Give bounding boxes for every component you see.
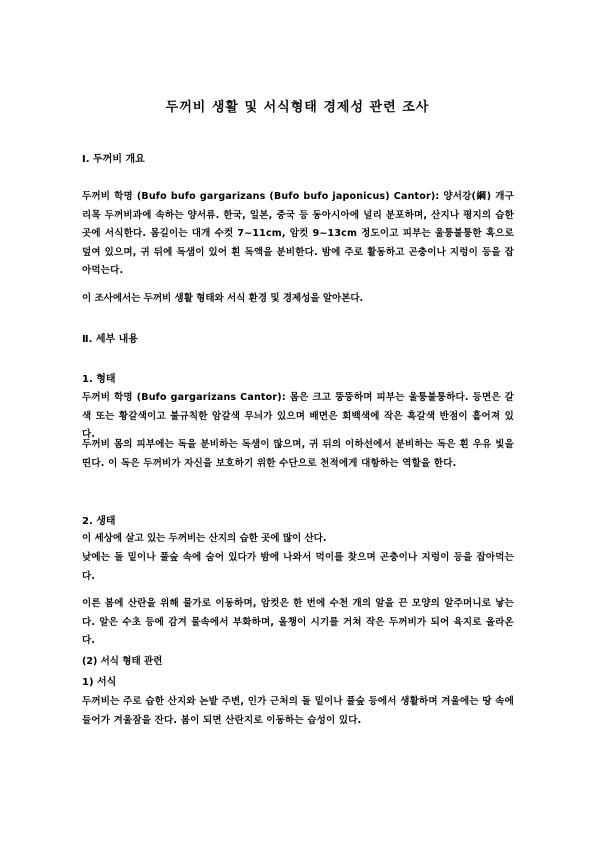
paragraph: 이른 봄에 산란을 위해 물가로 이동하며, 암컷은 한 번에 수천 개의 알을 끈 모양의 알주머니로 낳는다. 알은 수초 등에 감겨 물속에서 부화하며, 올챙이 시기를 거쳐 작은 두꺼비가 되어 육지로 올라온다.: [82, 598, 514, 646]
paragraph: 두꺼비는 주로 습한 산지와 논밭 주변, 인가 근처의 돌 밑이나 풀숲 등에서 생활하며 겨울에는 땅 속에 들어가 겨울잠을 잔다. 봄이 되면 산란지로 이동하는 습성이 있다.: [82, 696, 514, 726]
paragraph: 이 세상에 살고 있는 두꺼비는 산지의 습한 곳에 많이 산다.: [82, 533, 327, 544]
paragraph: (2) 서식 형태 관련: [82, 656, 163, 667]
subsection-heading: 1) 서식: [82, 677, 117, 688]
paragraph: 두꺼비 몸의 피부에는 독을 분비하는 독샘이 많으며, 귀 뒤의 이하선에서 분비하는 독은 흰 우유 빛을 띤다. 이 독은 두꺼비가 자신을 보호하기 위한 수단으로 천적에게 대항하는 역할을 한다.: [82, 439, 514, 469]
paragraph: 두꺼비 학명 (Bufo bufo gargarizans (Bufo bufo japonicus) Cantor): 양서강(綱) 개구리목 두꺼비과에 속하는 양서류. 한국, 일본, 중국 등 동아시아에 널리 분포하며, 산지나 평지의 습한 곳에 서식한다. 몸길이는 대개 수컷 7~11cm, 암컷 9~13cm 정도이고 피부는 울퉁불퉁한 혹으로 덮여 있으며, 귀 뒤에 독샘이 있어 흰 독액을 분비한다. 밤에 주로 활동하고 곤충이나 지렁이 등을 잡아먹는다.: [82, 191, 514, 276]
document-title: 두꺼비 생활 및 서식형태 경제성 관련 조사: [165, 100, 430, 115]
paragraph: 두꺼비 학명 (Bufo gargarizans Cantor): 몸은 크고 뚱뚱하며 피부는 울퉁불퉁하다. 등면은 갈색 또는 황갈색이고 불규칙한 암갈색 무늬가 있으며 배면은 회백색에 작은 흑갈색 반점이 흩어져 있다.: [82, 392, 514, 440]
paragraph: 낮에는 돌 밑이나 풀숲 속에 숨어 있다가 밤에 나와서 먹이를 찾으며 곤충이나 지렁이 등을 잡아먹는다.: [82, 552, 514, 582]
subsection-heading: 1. 형태: [82, 374, 116, 385]
section-heading: Ⅰ. 두꺼비 개요: [82, 154, 145, 165]
subsection-heading: 2. 생태: [82, 516, 116, 527]
section-heading: Ⅱ. 세부 내용: [82, 334, 138, 345]
paragraph: 이 조사에서는 두꺼비 생활 형태와 서식 환경 및 경제성을 알아본다.: [82, 293, 364, 304]
